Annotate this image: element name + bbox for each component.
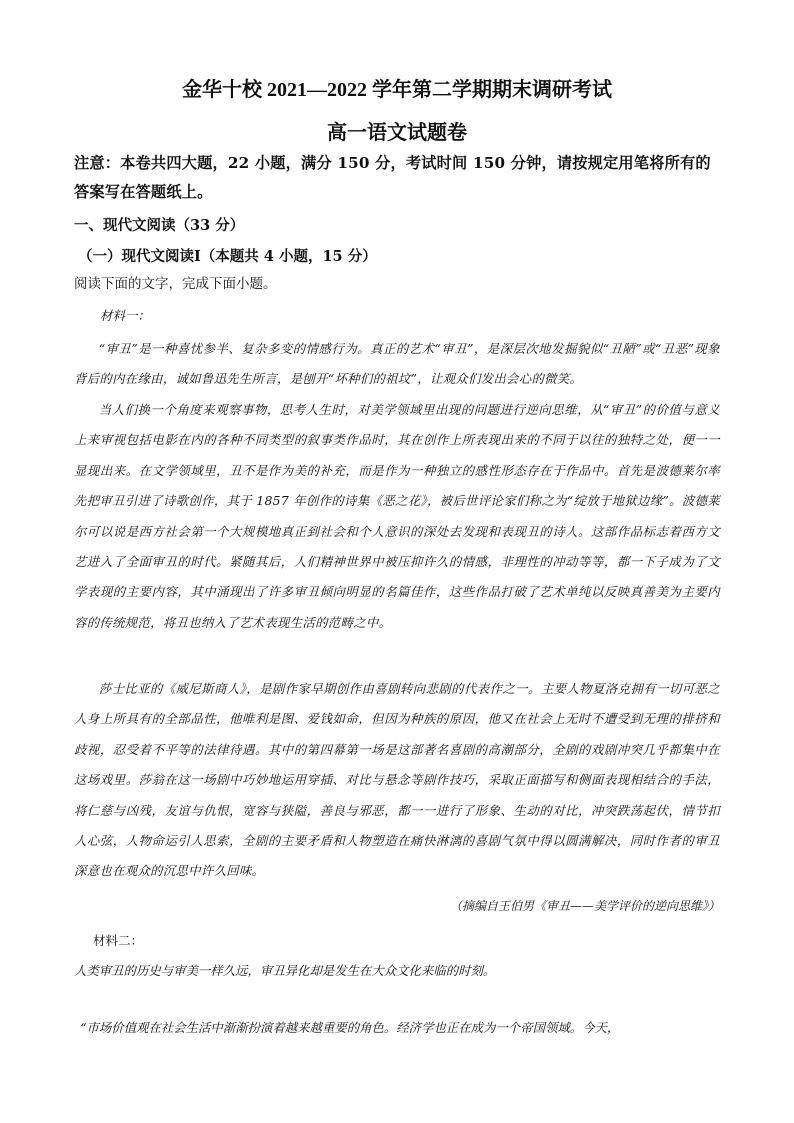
material-1-label: 材料一：	[100, 308, 151, 323]
exam-title: 金华十校 2021—2022 学年第二学期期末调研考试	[182, 79, 612, 101]
material-2-label: 材料二：	[93, 933, 144, 948]
material-2-paragraph: 人类审丑的历史与审美一样久远，审丑异化却是发生在大众文化来临的时刻。	[74, 963, 496, 978]
exam-subtitle: 高一语文试题卷	[327, 122, 467, 144]
material-2-paragraph: “市场价值观在社会生活中渐渐扮演着越来越重要的角色。经济学也正在成为一个帝国领域。今天，	[80, 1020, 620, 1035]
material-1-source: （摘编自王伯男《审丑——美学评价的逆向思维》）	[449, 899, 720, 913]
section-heading-1: 一、现代文阅读（33 分）	[74, 217, 245, 234]
material-1-paragraph: 莎士比亚的《威尼斯商人》，是剧作家早期创作由喜剧转向悲剧的代表作之一。主要人物夏洛克拥有一切可恶之人身上所具有的全部品性，他唯利是图、爱钱如命，但因为种族的原因，他又在社会上无时不遭受到无理的排挤和歧视，忍受着不平等的法律待遇。其中的第四幕第一场是这部著名喜剧的高潮部分，全剧的戏剧冲突几乎都集中在这场戏里。莎翁在这一场剧中巧妙地运用穿插、对比与悬念等剧作技巧，采取正面描写和侧面表现相结合的手法，将仁慈与凶残，友谊与仇恨，宽容与狭隘，善良与邪恶，都一一进行了形象、生动的对比，冲突跌荡起伏，情节扣人心弦，人物命运引人思索，全剧的主要矛盾和人物塑造在痛快淋漓的喜剧气氛中得以圆满解决，同时作者的审丑深意也在观众的沉思中许久回味。	[74, 681, 720, 879]
exam-notice: 注意：本卷共四大题，22 小题，满分 150 分，考试时间 150 分钟，请按规定用笔将所有的答案写在答题纸上。	[74, 154, 711, 201]
section-heading-1-1: （一）现代文阅读Ⅰ（本题共 4 小题，15 分）	[78, 248, 377, 265]
material-1-paragraph: 当人们换一个角度来观察事物，思考人生时，对美学领域里出现的问题进行逆向思维，从“审丑”的价值与意义上来审视包括电影在内的各种不同类型的叙事类作品时，其在创作上所表现出来的不同于以往的独特之处，便一一显现出来。在文学领域里，丑不是作为美的补充，而是作为一种独立的感性形态存在于作品中。首先是波德莱尔率先把审丑引进了诗歌创作，其于 1857 年创作的诗集《恶之花》，被后世评论家们称之为“绽放于地狱边缘”。波德莱尔可以说是西方社会第一个大规模地真正到社会和个人意识的深处去发现和表现丑的诗人。这部作品标志着西方文艺进入了全面审丑的时代。紧随其后，人们精神世界中被压抑许久的情感，非理性的冲动等等，都一下子成为了文学表现的主要内容，其中涌现出了许多审丑倾向明显的名篇佳作，这些作品打破了艺术单纯以反映真善美为主要内容的传统规范，将丑也纳入了艺术表现生活的范畴之中。	[74, 402, 720, 630]
material-1-paragraph: “审丑”是一种喜忧参半、复杂多变的情感行为。真正的艺术“审丑”，是深层次地发掘貌似“丑陋”或“丑恶”现象背后的内在缘由，诚如鲁迅先生所言，是刨开“坏种们的祖坟”，让观众们发出会心的微笑。	[74, 341, 720, 387]
reading-instruction: 阅读下面的文字，完成下面小题。	[74, 276, 277, 292]
